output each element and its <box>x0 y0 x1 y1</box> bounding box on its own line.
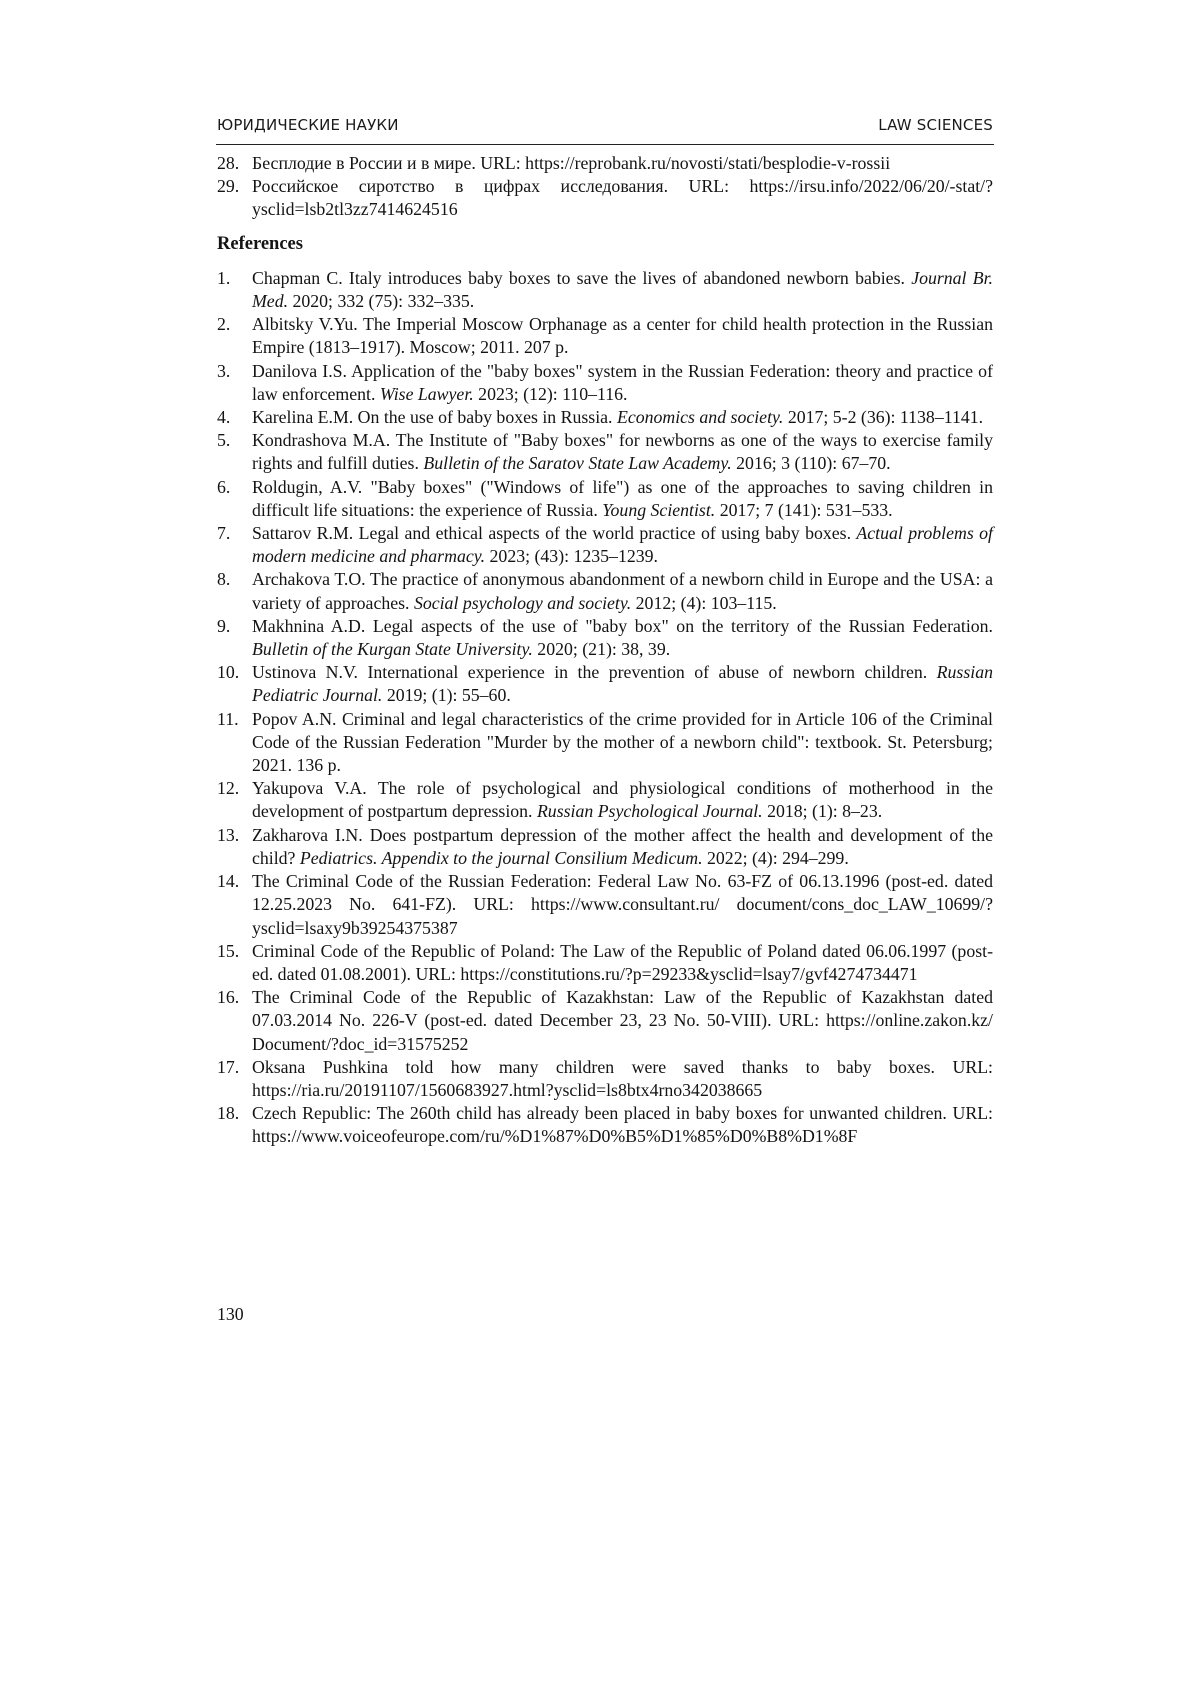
reference-details: 2016; 3 (110): 67–70. <box>731 453 891 474</box>
reference-text: Archakova T.O. The practice of anonymous abandonment of a newborn child in Europe and the USA: a variety of approaches. <box>252 569 993 613</box>
reference-item <box>217 313 993 359</box>
header-right-title: LAW SCIENCES <box>878 116 993 134</box>
reference-item <box>217 661 993 707</box>
reference-details: 2023; (43): 1235–1239. <box>485 546 658 567</box>
reference-item <box>217 615 993 661</box>
reference-journal: Wise Lawyer. <box>379 383 474 404</box>
reference-journal: Russian Pediatric Journal. <box>252 662 993 706</box>
reference-number: 4. <box>217 407 231 428</box>
reference-text: Makhnina A.D. Legal aspects of the use of "baby box" on the territory of the Russian Federation. <box>252 615 993 636</box>
reference-body <box>252 708 993 778</box>
reference-text: Oksana Pushkina told how many children were saved thanks to baby boxes. URL: https://ria.ru/20191107/1560683927.html?ysclid=ls8btx4rno342038665 <box>252 1056 993 1100</box>
reference-text: Российское сиротство в цифрах исследования. URL: https://irsu.info/2022/06/20/-stat/?ysclid=lsb2tl3zz7414624516 <box>252 176 993 220</box>
reference-journal: Bulletin of the Kurgan State University. <box>252 639 533 660</box>
reference-item <box>217 429 993 475</box>
reference-body <box>252 777 993 823</box>
reference-item <box>217 824 993 870</box>
reference-journal: Bulletin of the Saratov State Law Academy. <box>423 453 732 474</box>
reference-number: 17. <box>217 1056 240 1077</box>
reference-number: 11. <box>217 708 239 729</box>
reference-journal: Social psychology and society. <box>413 592 632 613</box>
page-content <box>217 152 993 1149</box>
reference-number: 6. <box>217 476 231 497</box>
reference-number: 1. <box>217 267 231 288</box>
reference-body <box>252 360 993 406</box>
reference-journal: Economics and society. <box>616 407 784 428</box>
reference-text: The Criminal Code of the Republic of Kazakhstan: Law of the Republic of Kazakhstan dated 07.03.2014 No. 226-V (post-ed. dated December 23, 23 No. 50-VIII). URL: https://online.zakon.kz/ Document/?doc_id=31575252 <box>252 987 993 1054</box>
reference-details: 2023; (12): 110–116. <box>473 383 628 404</box>
reference-text: Chapman C. Italy introduces baby boxes to save the lives of abandoned newborn babies. <box>252 267 912 288</box>
reference-body <box>252 429 993 475</box>
reference-number: 14. <box>217 871 240 892</box>
reference-number: 16. <box>217 987 240 1008</box>
reference-number: 10. <box>217 662 240 683</box>
reference-journal: Journal Br. Med. <box>252 267 993 312</box>
reference-item <box>217 777 993 823</box>
reference-text: The Criminal Code of the Russian Federation: Federal Law No. 63-FZ of 06.13.1996 (post-ed. dated 12.25.2023 No. 641-FZ). URL: https://www.consultant.ru/ document/cons_doc_LAW_10699/?ysclid=lsaxy9b39254375387 <box>252 871 993 938</box>
reference-journal: Young Scientist. <box>602 499 716 520</box>
reference-details: 2022; (4): 294–299. <box>702 847 849 868</box>
reference-body <box>252 568 993 614</box>
reference-item <box>217 986 993 1056</box>
reference-number: 18. <box>217 1103 240 1124</box>
reference-journal: Russian Psychological Journal. <box>536 801 763 822</box>
reference-text: Popov A.N. Criminal and legal characteristics of the crime provided for in Article 106 of the Criminal Code of the Russian Federation "Murder by the mother of a newborn child": textbook. St. Petersburg; 2021. 136 p. <box>252 708 993 776</box>
reference-details: 2012; (4): 103–115. <box>631 592 777 613</box>
reference-journal: Actual problems of modern medicine and pharmacy. <box>252 523 993 567</box>
reference-text: Danilova I.S. Application of the "baby boxes" system in the Russian Federation: theory and practice of law enforcement. <box>252 360 993 404</box>
reference-body <box>252 1102 993 1148</box>
reference-details: 2017; 5-2 (36): 1138–1141. <box>783 407 984 428</box>
reference-item <box>217 360 993 406</box>
english-reference-list <box>217 267 993 1149</box>
reference-number: 12. <box>217 778 240 799</box>
reference-body <box>252 476 993 522</box>
reference-body <box>252 1056 993 1102</box>
reference-item <box>217 568 993 614</box>
reference-text: Kondrashova M.A. The Institute of "Baby boxes" for newborns as one of the ways to exercise family rights and fulfill duties. <box>252 430 993 474</box>
header-left-title: ЮРИДИЧЕСКИЕ НАУКИ <box>217 116 399 134</box>
reference-body <box>252 870 993 940</box>
reference-number: 28. <box>217 153 240 173</box>
reference-details: 2019; (1): 55–60. <box>382 685 511 706</box>
reference-text: Roldugin, A.V. "Baby boxes" ("Windows of life") as one of the approaches to saving children in difficult life situations: the experience of Russia. <box>252 476 993 520</box>
reference-item <box>217 1102 993 1148</box>
reference-item <box>217 1056 993 1102</box>
reference-text: Karelina E.M. On the use of baby boxes in Russia. <box>252 407 617 428</box>
reference-details: 2017; 7 (141): 531–533. <box>715 499 893 520</box>
reference-text: Albitsky V.Yu. The Imperial Moscow Orphanage as a center for child health protection in the Russian Empire (1813–1917). Moscow; 2011. 207 p. <box>252 314 993 358</box>
reference-text: Ustinova N.V. International experience in the prevention of abuse of newborn children. <box>252 662 937 683</box>
reference-item <box>217 406 993 429</box>
reference-body <box>252 615 993 661</box>
reference-number: 3. <box>217 360 231 381</box>
reference-item <box>217 870 993 940</box>
reference-text: Criminal Code of the Republic of Poland: The Law of the Republic of Poland dated 06.06.1997 (post-ed. dated 01.08.2001). URL: https://constitutions.ru/?p=29233&ysclid=lsay7/gvf4274734471 <box>252 940 993 984</box>
reference-text: Бесплодие в России и в мире. URL: https://reprobank.ru/novosti/stati/besplodie-v-rossii <box>252 153 891 173</box>
header-divider <box>216 144 994 145</box>
reference-number: 2. <box>217 314 231 335</box>
reference-body <box>252 522 993 568</box>
reference-item <box>217 152 993 175</box>
page-number: 130 <box>217 1304 244 1324</box>
reference-number: 13. <box>217 824 240 845</box>
reference-journal: Pediatrics. Appendix to the journal Consilium Medicum. <box>299 847 703 868</box>
reference-body <box>252 313 993 359</box>
reference-body <box>252 986 993 1056</box>
reference-number: 9. <box>217 615 231 636</box>
reference-body <box>252 940 993 986</box>
reference-body <box>252 267 993 313</box>
reference-item <box>217 940 993 986</box>
reference-text: Czech Republic: The 260th child has already been placed in baby boxes for unwanted children. URL: https://www.voiceofeurope.com/ru/%D1%87%D0%B5%D1%85%D0%B8%D1%8F <box>252 1103 993 1147</box>
reference-item <box>217 476 993 522</box>
reference-number: 15. <box>217 940 240 961</box>
reference-number: 29. <box>217 176 240 197</box>
reference-body <box>252 824 993 870</box>
reference-text: Yakupova V.A. The role of psychological and physiological conditions of motherhood in the development of postpartum depression. <box>252 778 993 822</box>
references-heading: References <box>217 233 303 254</box>
reference-details: 2018; (1): 8–23. <box>762 801 883 822</box>
reference-details: 2020; (21): 38, 39. <box>532 639 671 660</box>
reference-item <box>217 708 993 778</box>
running-header <box>217 116 993 134</box>
reference-text: Zakharova I.N. Does postpartum depression of the mother affect the health and development of the child? <box>252 824 993 868</box>
reference-number: 8. <box>217 569 231 590</box>
reference-number: 5. <box>217 430 231 451</box>
reference-item <box>217 175 993 221</box>
reference-body <box>252 661 993 707</box>
reference-details: 2020; 332 (75): 332–335. <box>288 291 475 312</box>
reference-body <box>252 406 993 429</box>
reference-item <box>217 267 993 313</box>
reference-item <box>217 522 993 568</box>
reference-text: Sattarov R.M. Legal and ethical aspects of the world practice of using baby boxes. <box>252 523 857 544</box>
russian-reference-list <box>217 152 993 222</box>
reference-number: 7. <box>217 523 231 544</box>
